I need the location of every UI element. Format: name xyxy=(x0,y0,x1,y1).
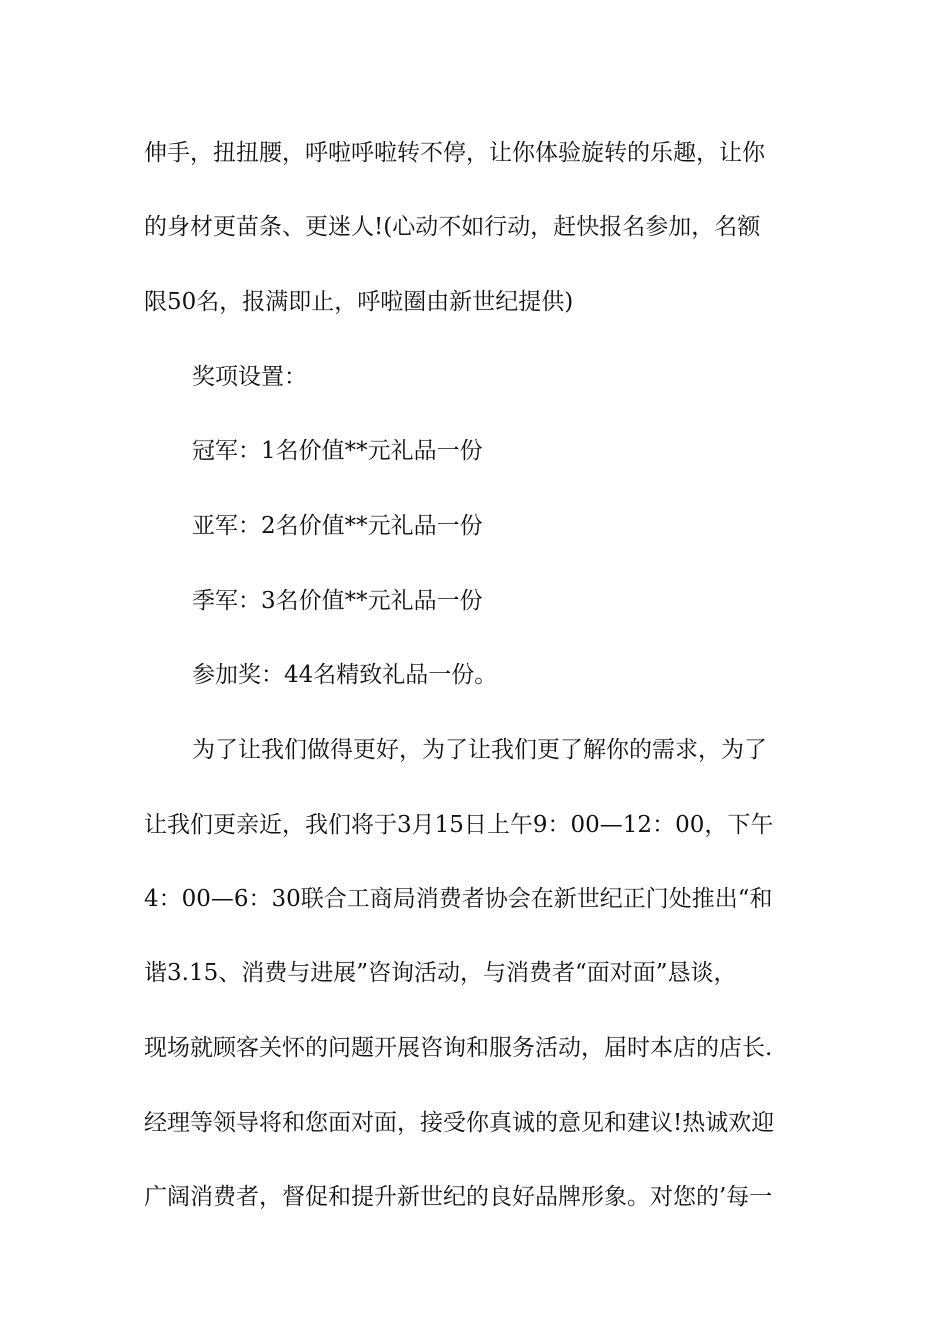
paragraph-2-line-5: 现场就顾客关怀的问题开展咨询和服务活动，届时本店的店长. xyxy=(144,1035,773,1061)
award-second: 亚军：2名价值**元礼品一份 xyxy=(192,513,483,539)
paragraph-1-line-2: 的身材更苗条、更迷人!(心动不如行动，赶快报名参加，名额 xyxy=(144,214,761,240)
paragraph-1-line-1: 伸手，扭扭腰，呼啦呼啦转不停，让你体验旋转的乐趣，让你 xyxy=(144,140,765,166)
awards-heading: 奖项设置： xyxy=(192,364,307,390)
award-first: 冠军：1名价值**元礼品一份 xyxy=(192,438,483,464)
paragraph-1-line-3: 限50名，报满即止，呼啦圈由新世纪提供) xyxy=(144,289,574,315)
paragraph-2-line-4: 谐3.15、消费与进展”咨询活动，与消费者“面对面”恳谈， xyxy=(144,960,737,986)
paragraph-2-line-6: 经理等领导将和您面对面，接受你真诚的意见和建议!热诚欢迎 xyxy=(144,1110,775,1136)
paragraph-2-line-1: 为了让我们做得更好，为了让我们更了解你的需求，为了 xyxy=(192,737,767,763)
paragraph-2-line-7: 广阔消费者，督促和提升新世纪的良好品牌形象。对您的’每一 xyxy=(144,1184,773,1210)
award-participation: 参加奖：44名精致礼品一份。 xyxy=(192,662,498,688)
paragraph-2-line-2: 让我们更亲近，我们将于3月15日上午9：00—12：00，下午 xyxy=(144,812,774,838)
paragraph-2-line-3: 4：00—6：30联合工商局消费者协会在新世纪正门处推出“和 xyxy=(144,886,773,912)
award-third: 季军：3名价值**元礼品一份 xyxy=(192,588,483,614)
